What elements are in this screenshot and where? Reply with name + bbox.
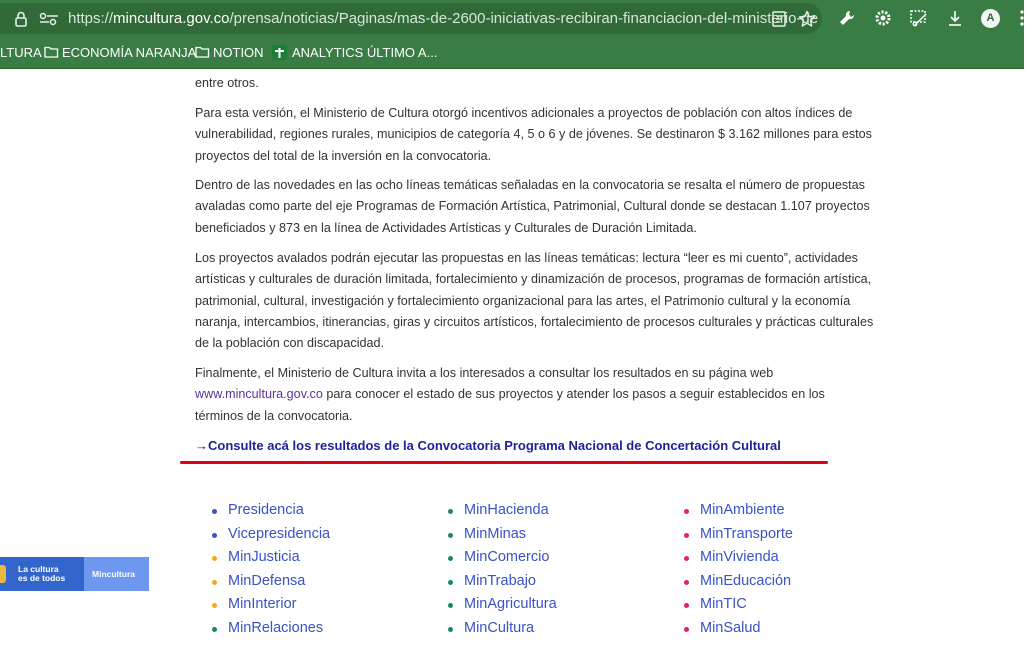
ministry-link-mincultura[interactable]: MinCultura bbox=[443, 618, 557, 642]
ministry-link-mindefensa[interactable]: MinDefensa bbox=[207, 571, 330, 595]
bullet-dot bbox=[212, 533, 217, 538]
ministry-link-minvivienda[interactable]: MinVivienda bbox=[679, 547, 793, 571]
browser-toolbar bbox=[0, 0, 1024, 37]
reader-mode-icon[interactable] bbox=[770, 10, 788, 28]
bullet-dot bbox=[212, 627, 217, 632]
article-paragraph: entre otros. bbox=[195, 76, 259, 90]
bookmark-star-icon[interactable] bbox=[798, 10, 816, 28]
bullet-dot bbox=[448, 556, 453, 561]
url-path: /prensa/noticias/Paginas/mas-de-2600-iniciativas-recibiran-financiacion-del-ministerio-de bbox=[229, 10, 819, 27]
ministry-link-minsalud[interactable]: MinSalud bbox=[679, 618, 793, 642]
bullet-dot bbox=[684, 556, 689, 561]
badge-brand: Mincultura bbox=[92, 569, 135, 579]
download-icon[interactable] bbox=[945, 8, 965, 28]
bullet-dot bbox=[684, 533, 689, 538]
bookmarks-bar bbox=[0, 37, 1024, 69]
article-paragraph: Los proyectos avalados podrán ejecutar las propuestas en las líneas temáticas: lectura “leer es mi cuento”, actividades artísticas y culturales de duración limitada, fortalecimiento y dinamización de procesos, programas de formación artística, patrimonial, cultural, investigación y fortalecimiento organizacional para las artes, el Patrimonio cultural y la economía naranja, intercambios, itinerancias, giras y circuitos artísticos, fortalecimiento de procesos culturales y prácticas culturales de la población con discapacidad. bbox=[195, 251, 874, 351]
article-paragraph: Para esta versión, el Ministerio de Cultura otorgó incentivos adicionales a proyectos de población con altos índices de vulnerabilidad, regiones rurales, municipios de categoría 4, 5 o 6 y de jóvenes. Se destinaron $ 3.162 millones para estos proyectos del total de la inversión en la convocatoria. bbox=[195, 106, 872, 163]
bullet-dot bbox=[684, 580, 689, 585]
ministry-link-mintrabajo[interactable]: MinTrabajo bbox=[443, 571, 557, 595]
bullet-dot bbox=[684, 603, 689, 608]
bullet-dot bbox=[448, 533, 453, 538]
ministry-link-mintic[interactable]: MinTIC bbox=[679, 594, 793, 618]
bullet-dot bbox=[684, 627, 689, 632]
ministries-list-col3 bbox=[679, 500, 793, 642]
ministry-link-minjusticia[interactable]: MinJusticia bbox=[207, 547, 330, 571]
badge-slogan-line1: La cultura bbox=[18, 564, 59, 574]
extension-gear-icon[interactable] bbox=[873, 8, 893, 28]
url-scheme: https:// bbox=[68, 10, 114, 27]
badge-slogan-line2: es de todos bbox=[18, 573, 66, 583]
mincultura-website-link[interactable]: www.mincultura.gov.co bbox=[195, 387, 323, 402]
ministries-list-col2 bbox=[443, 500, 557, 642]
bullet-dot bbox=[212, 580, 217, 585]
ministry-link-minhacienda[interactable]: MinHacienda bbox=[443, 500, 557, 524]
red-underline-annotation bbox=[180, 461, 828, 464]
site-settings-icon[interactable] bbox=[38, 11, 60, 27]
ministry-link-vicepresidencia[interactable]: Vicepresidencia bbox=[207, 524, 330, 548]
ministry-link-mineducacion[interactable]: MinEducación bbox=[679, 571, 793, 595]
folder-icon bbox=[44, 45, 59, 59]
bullet-dot bbox=[448, 603, 453, 608]
menu-dots-icon[interactable] bbox=[1012, 8, 1032, 28]
address-bar[interactable] bbox=[0, 3, 822, 34]
ministry-link-mininterior[interactable]: MinInterior bbox=[207, 594, 330, 618]
bullet-dot bbox=[448, 580, 453, 585]
ministry-link-minagricultura[interactable]: MinAgricultura bbox=[443, 594, 557, 618]
bullet-dot bbox=[212, 603, 217, 608]
ministry-link-minminas[interactable]: MinMinas bbox=[443, 524, 557, 548]
profile-avatar[interactable]: A bbox=[981, 9, 1000, 28]
ministry-link-minrelaciones[interactable]: MinRelaciones bbox=[207, 618, 330, 642]
ministries-list-col1 bbox=[207, 500, 330, 642]
bullet-dot bbox=[684, 509, 689, 514]
ministry-link-mincomercio[interactable]: MinComercio bbox=[443, 547, 557, 571]
ministry-link-minambiente[interactable]: MinAmbiente bbox=[679, 500, 793, 524]
ministry-link-mintransporte[interactable]: MinTransporte bbox=[679, 524, 793, 548]
lock-icon[interactable] bbox=[12, 10, 30, 28]
bookmark-label: ANALYTICS ÚLTIMO A... bbox=[292, 45, 438, 60]
bookmark-label: NOTION bbox=[213, 45, 264, 60]
coat-of-arms-icon bbox=[0, 565, 6, 583]
ministry-link-presidencia[interactable]: Presidencia bbox=[207, 500, 330, 524]
article-paragraph-final bbox=[195, 363, 875, 427]
bullet-dot bbox=[448, 509, 453, 514]
bookmark-label: ECONOMÍA NARANJA bbox=[62, 45, 197, 60]
paragraph-text: para conocer el estado de sus proyectos y atender los pasos a seguir establecidos en los términos de la convocatoria. bbox=[195, 387, 825, 423]
article-paragraph: Dentro de las novedades en las ocho líneas temáticas señaladas en la convocatoria se resalta el número de propuestas avaladas como parte del eje Programas de Formación Artística, Patrimonial, Cultural donde se destacan 1.107 proyectos beneficiados y 873 en la línea de Actividades Artísticas y Culturales de Duración Limitada. bbox=[195, 178, 870, 235]
wrench-icon[interactable] bbox=[837, 8, 857, 28]
results-call-to-action-link[interactable]: →Consulte acá los resultados de la Convocatoria Programa Nacional de Concertación Cultural bbox=[195, 438, 781, 453]
bullet-dot bbox=[212, 556, 217, 561]
bullet-dot bbox=[212, 509, 217, 514]
bullet-dot bbox=[448, 627, 453, 632]
url-text[interactable] bbox=[68, 10, 819, 28]
screenshot-capture-icon[interactable] bbox=[909, 8, 929, 28]
url-host: mincultura.gov.co bbox=[113, 10, 230, 27]
paragraph-text: Finalmente, el Ministerio de Cultura invita a los interesados a consultar los resultados en su página web bbox=[195, 366, 774, 380]
folder-icon bbox=[195, 45, 210, 59]
mincultura-logo-badge[interactable] bbox=[0, 557, 149, 591]
bookmark-label: LTURA bbox=[0, 45, 42, 60]
analytics-icon bbox=[272, 45, 287, 60]
